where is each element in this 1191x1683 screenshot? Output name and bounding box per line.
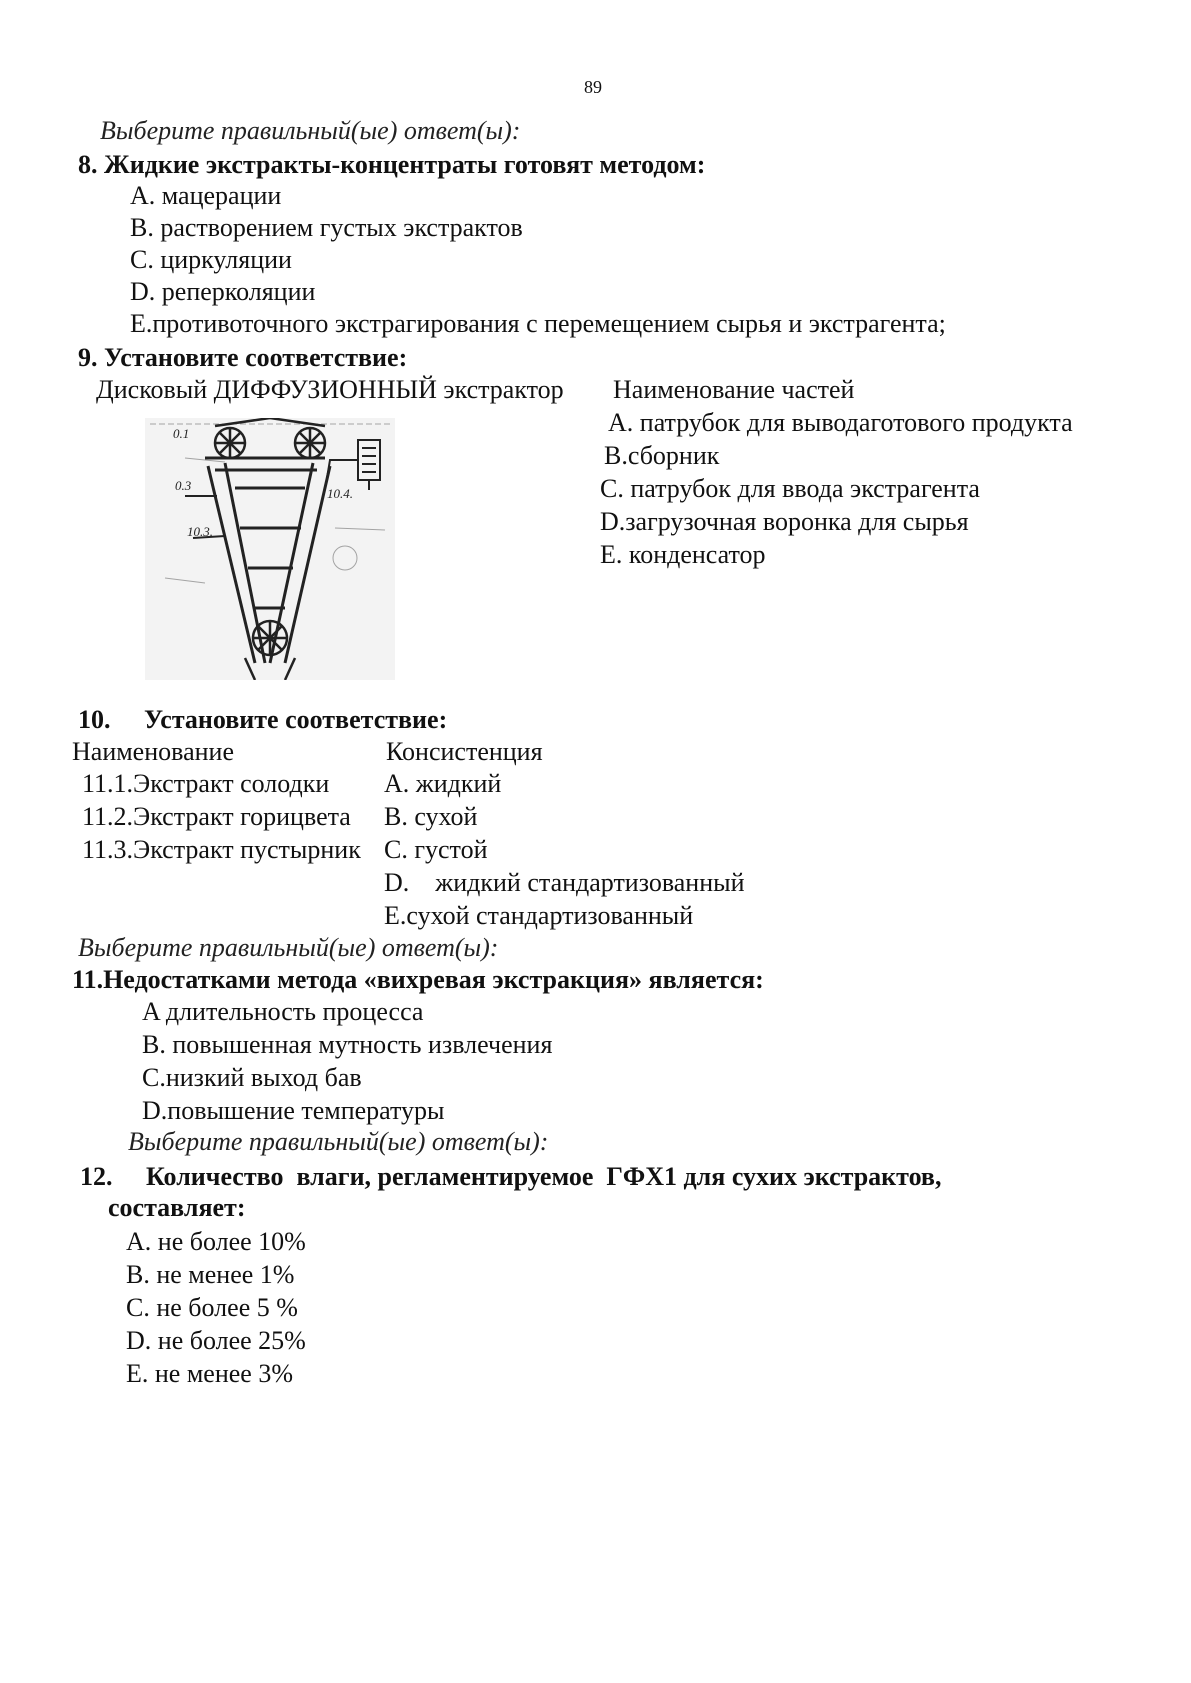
- question-10-consistency-header: Консистенция: [386, 737, 543, 766]
- disc-diffusion-extractor-diagram: [145, 418, 395, 680]
- question-12-option-b: B. не менее 1%: [126, 1260, 295, 1289]
- question-9-option-a: A. патрубок для выводаготового продукта: [608, 408, 1073, 437]
- diagram-label-0-1: 0.1: [173, 426, 190, 441]
- question-10-name-header: Наименование: [72, 737, 234, 766]
- question-11-option-c: C.низкий выход бав: [142, 1063, 362, 1092]
- question-8-option-c: C. циркуляции: [130, 245, 292, 274]
- question-10-name-3: 11.3.Экстракт пустырник: [82, 835, 361, 864]
- page-number: 89: [584, 77, 602, 97]
- question-11-option-b: B. повышенная мутность извлечения: [142, 1030, 553, 1059]
- question-10-name-1: 11.1.Экстракт солодки: [82, 769, 330, 798]
- question-8-option-a: A. мацерации: [130, 181, 282, 210]
- question-9-option-e: E. конденсатор: [600, 540, 766, 569]
- diagram-label-10-3: 10.3.: [187, 524, 213, 539]
- question-9-option-b: B.сборник: [604, 441, 720, 470]
- question-8-option-e: E.противоточного экстрагирования с перемещением сырья и экстрагента;: [130, 309, 946, 338]
- question-9-right-header: Наименование частей: [613, 375, 855, 404]
- question-8-title: 8. Жидкие экстракты-концентраты готовят методом:: [78, 150, 706, 179]
- question-9-option-d: D.загрузочная воронка для сырья: [600, 507, 969, 536]
- question-12-title-line-2: составляет:: [108, 1193, 246, 1222]
- question-10-consistency-d: D. жидкий стандартизованный: [384, 868, 745, 897]
- question-8-option-b: B. растворением густых экстрактов: [130, 213, 523, 242]
- diagram-label-0-3: 0.3: [175, 478, 192, 493]
- choose-answer-prompt: Выберите правильный(ые) ответ(ы):: [78, 933, 499, 962]
- choose-answer-prompt: Выберите правильный(ые) ответ(ы):: [128, 1127, 549, 1156]
- question-11-title: 11.Недостатками метода «вихревая экстракция» является:: [72, 965, 764, 994]
- question-10-number: 10.: [78, 705, 111, 734]
- question-12-option-c: C. не более 5 %: [126, 1293, 298, 1322]
- question-12-option-a: A. не более 10%: [126, 1227, 306, 1256]
- question-10-consistency-a: A. жидкий: [384, 769, 502, 798]
- question-12-title-line-1: Количество влаги, регламентируемое ГФХ1 для сухих экстрактов,: [146, 1162, 942, 1191]
- question-12-option-d: D. не более 25%: [126, 1326, 306, 1355]
- question-11-option-a: A длительность процесса: [142, 997, 424, 1026]
- question-10-consistency-e: E.сухой стандартизованный: [384, 901, 694, 930]
- question-11-option-d: D.повышение температуры: [142, 1096, 445, 1125]
- question-10-name-2: 11.2.Экстракт горицвета: [82, 802, 351, 831]
- question-10-title: Установите соответствие:: [144, 705, 448, 734]
- question-12-option-e: E. не менее 3%: [126, 1359, 293, 1388]
- question-12-number: 12.: [80, 1162, 113, 1191]
- choose-answer-prompt: Выберите правильный(ые) ответ(ы):: [100, 116, 521, 145]
- question-8-option-d: D. реперколяции: [130, 277, 316, 306]
- question-10-consistency-b: B. сухой: [384, 802, 478, 831]
- question-9-option-c: C. патрубок для ввода экстрагента: [600, 474, 980, 503]
- question-9-left-header: Дисковый ДИФФУЗИОННЫЙ экстрактор: [96, 375, 564, 404]
- question-9-title: 9. Установите соответствие:: [78, 343, 408, 372]
- diagram-label-10-4: 10.4.: [327, 486, 353, 501]
- question-10-consistency-c: C. густой: [384, 835, 488, 864]
